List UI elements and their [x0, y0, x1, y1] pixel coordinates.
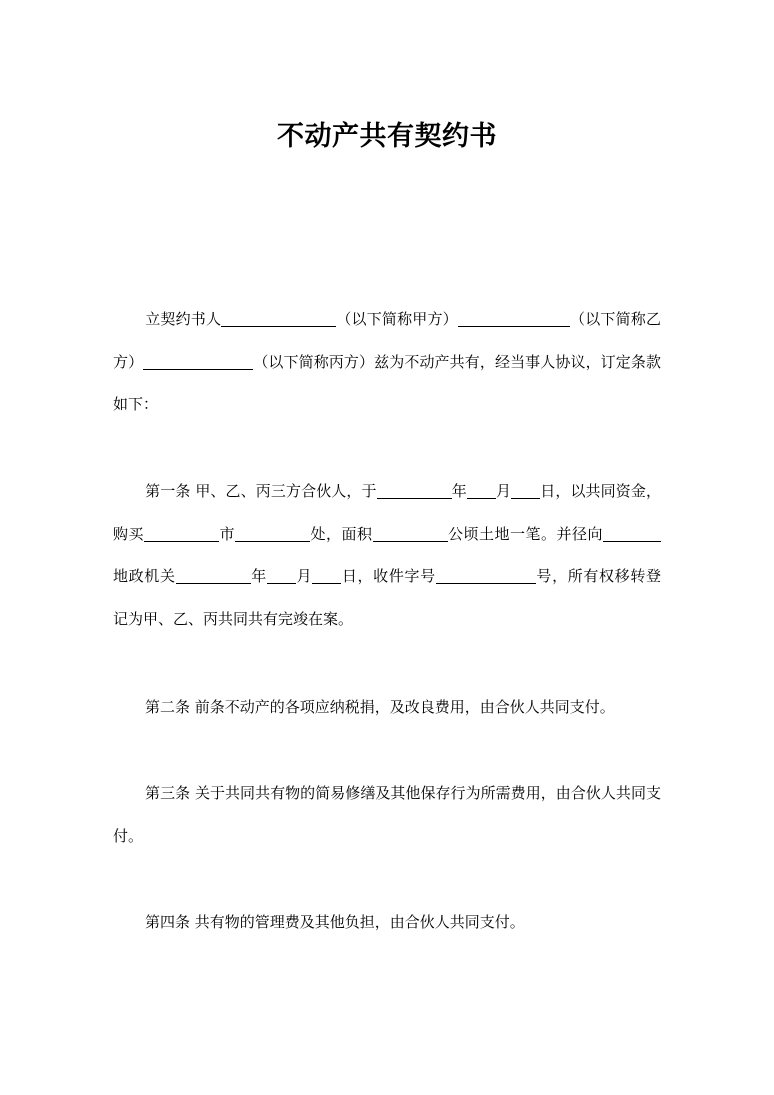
area-label: 公顷土地一笔。并径向	[447, 524, 603, 543]
registration-year-label: 年	[250, 567, 267, 585]
preamble-text-3: （以下简称乙方）	[113, 310, 661, 371]
month-label: 月	[495, 482, 512, 500]
year-blank	[377, 483, 452, 499]
area-blank	[373, 526, 448, 542]
article-2-paragraph	[113, 686, 661, 729]
article-1-paragraph	[113, 470, 661, 640]
receipt-number-blank	[436, 568, 536, 584]
registration-day-label: 日，收件字号	[341, 567, 436, 585]
city-blank	[144, 526, 219, 542]
article-3-paragraph	[113, 772, 661, 857]
preamble-text-4: （以下简称丙方）兹为不动产共有，经当事人协议，订定条款如下：	[113, 352, 661, 413]
article-4-paragraph	[113, 901, 661, 944]
registration-month-label: 月	[295, 567, 313, 585]
preamble-text-1: 立契约书人	[145, 310, 222, 328]
article-4-text: 第四条 共有物的管理费及其他负担，由合伙人共同支付。	[145, 913, 525, 931]
article-1-text-1: 第一条 甲、乙、丙三方合伙人，于	[145, 482, 377, 500]
party-c-blank	[143, 354, 253, 370]
place-blank	[235, 526, 310, 542]
day-label: 日，以共同资金，购买	[113, 482, 661, 543]
office-label: 地政机关	[113, 567, 176, 585]
article-2-text: 第二条 前条不动产的各项应纳税捐，及改良费用，由合伙人共同支付。	[145, 698, 615, 716]
year-label: 年	[451, 482, 467, 500]
city-label: 市	[219, 524, 235, 543]
preamble-paragraph	[113, 298, 661, 426]
office-name-blank	[603, 526, 661, 542]
document-title: 不动产共有契约书	[277, 121, 497, 153]
registration-year-blank	[176, 568, 251, 584]
registration-month-blank	[267, 568, 296, 584]
day-blank	[511, 483, 540, 499]
registration-day-blank	[312, 568, 341, 584]
month-blank	[467, 483, 496, 499]
article-3-text: 第三条 关于共同共有物的简易修缮及其他保存行为所需费用，由合伙人共同支付。	[113, 784, 661, 845]
party-a-blank	[221, 311, 336, 327]
place-label: 处，面积	[310, 524, 373, 543]
party-b-blank	[458, 311, 570, 327]
article-1-end-text: 号，所有权移转登记为甲、乙、丙共同共有完竣在案。	[113, 567, 661, 628]
preamble-text-2: （以下简称甲方）	[336, 310, 458, 328]
